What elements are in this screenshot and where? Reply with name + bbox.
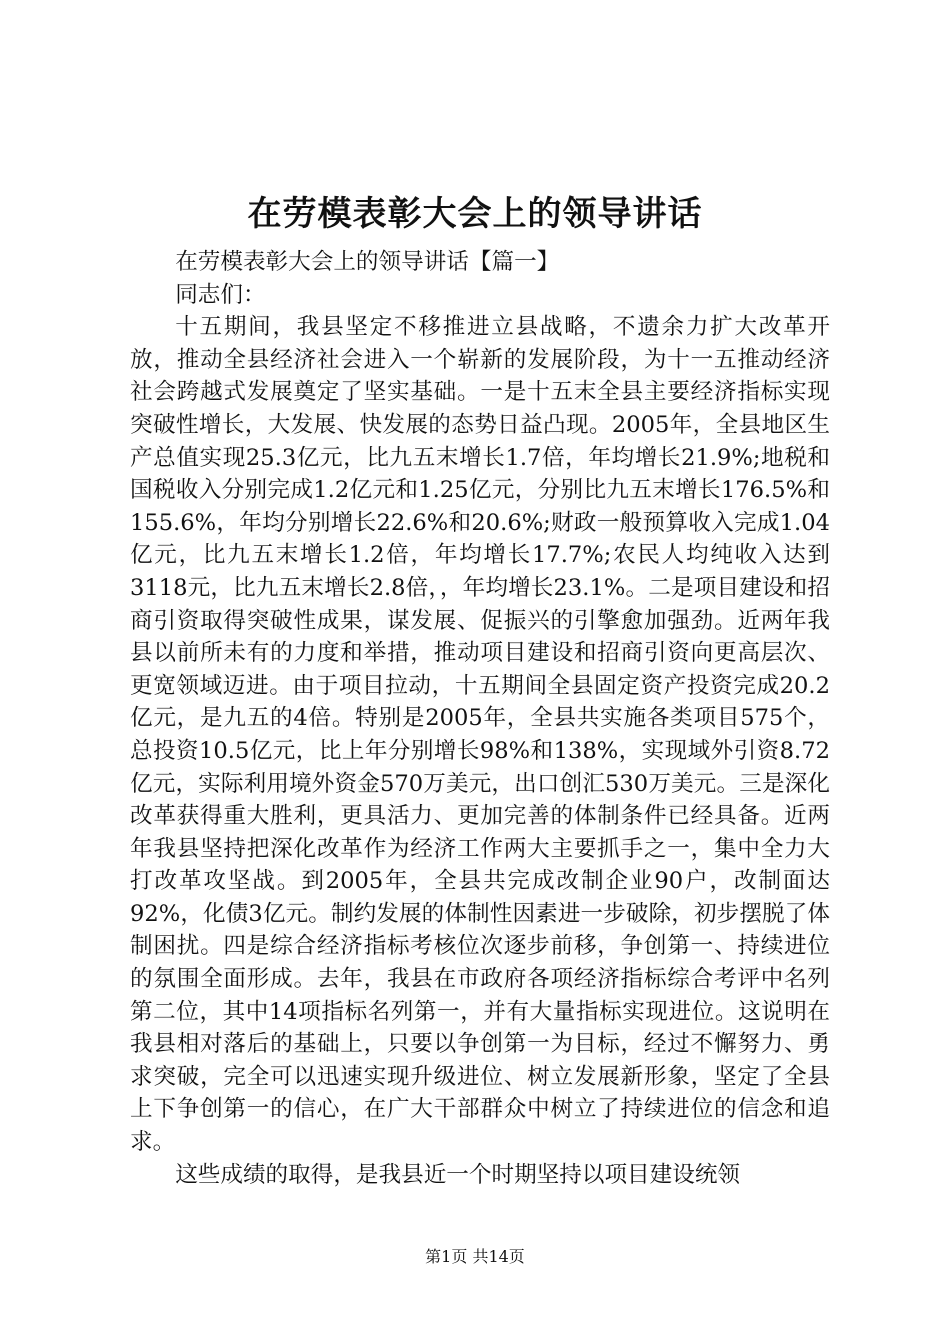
subtitle-line: 在劳模表彰大会上的领导讲话【篇一】 — [175, 249, 560, 275]
document-title: 在劳模表彰大会上的领导讲话 — [247, 194, 703, 234]
body-paragraph: 这些成绩的取得，是我县近一个时期坚持以项目建设统领 — [175, 1161, 741, 1188]
body-paragraph: 十五期间，我县坚定不移推进立县战略，不遗余力扩大改革开放，推动全县经济社会进入一个崭新的发展阶段，为十一五推动经济社会跨越式发展奠定了坚实基础。一是十五末全县主要经济指标实现突破性增长，大发展、快发展的态势日益凸现。2005年，全县地区生产总值实现25.3亿元，比九五末增长1.7倍，年均增长21.9%;地税和国税收入分别完成1.2亿元和1.25亿元，分别比九五末增长176.5%和155.6%，年均分别增长22.6%和20.6%;财政一般预算收入完成1.04亿元，比九五末增长1.2倍，年均增长17.7%;农民人均纯收入达到3118元，比九五末增长2.8倍，，年均增长23.1%。二是项目建设和招商引资取得突破性成果，谋发展、促振兴的引擎愈加强劲。近两年我县以前所未有的力度和举措，推动项目建设和招商引资向更高层次、更宽领域迈进。由于项目拉动，十五期间全县固定资产投资完成20.2亿元，是九五的4倍。特别是2005年，全县共实施各类项目575个，总投资10.5亿元，比上年分别增长98%和138%，实现域外引资8.72亿元，实际利用境外资金570万美元，出口创汇530万美元。三是深化改革获得重大胜利，更具活力、更加完善的体制条件已经具备。近两年我县坚持把深化改革作为经济工作两大主要抓手之一，集中全力大打改革攻坚战。到2005年，全县共完成改制企业90户，改制面达92%，化债3亿元。制约发展的体制性因素进一步破除，初步摆脱了体制困扰。四是综合经济指标考核位次逐步前移，争创第一、持续进位的氛围全面形成。去年，我县在市政府各项经济指标综合考评中名列第二位，其中14项指标名列第一，并有大量指标实现进位。这说明在我县相对落后的基础上，只要以争创第一为目标，经过不懈努力、勇求突破，完全可以迅速实现升级进位、树立发展新形象，坚定了全县上下争创第一的信心，在广大干部群众中树立了持续进位的信念和追求。 — [130, 314, 830, 1156]
salutation-line: 同志们： — [175, 281, 266, 308]
page-footer: 第1页 共14页 — [425, 1247, 525, 1266]
document-body — [130, 246, 830, 1191]
